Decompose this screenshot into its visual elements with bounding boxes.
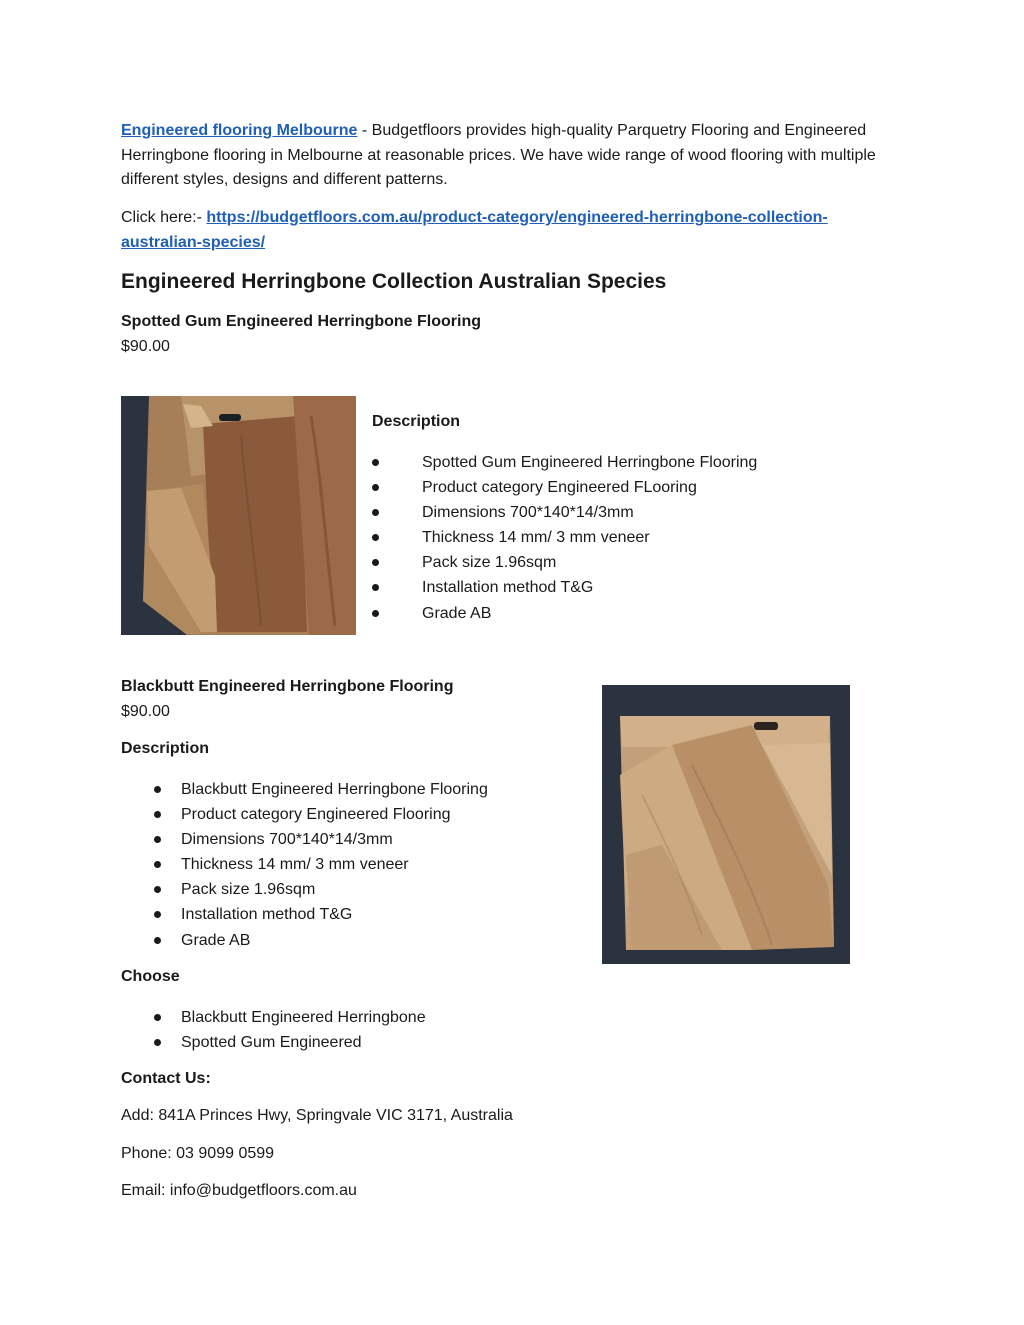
bullet-icon xyxy=(372,484,379,491)
bullet-icon xyxy=(154,937,161,944)
contact-phone: Phone: 03 9099 0599 xyxy=(121,1145,275,1162)
list-item: Dimensions 700*140*14/3mm xyxy=(372,500,892,525)
click-here-paragraph xyxy=(121,206,911,255)
list-item: Blackbutt Engineered Herringbone Flooring xyxy=(121,777,561,802)
bullet-icon xyxy=(154,811,161,818)
intro-text: - Budgetfloors provides high-quality Parquetry Flooring and Engineered Herringbone flooring in Melbourne at reasonable prices. We have wide range of wood flooring with multiple different styles, designs and different patterns. xyxy=(121,122,876,188)
click-here-label: Click here:- xyxy=(121,209,207,226)
bullet-icon xyxy=(372,584,379,591)
spotted-gum-flooring-image xyxy=(121,396,356,635)
bullet-icon xyxy=(372,559,379,566)
list-item: Thickness 14 mm/ 3 mm veneer xyxy=(121,852,561,877)
product1-spec-list xyxy=(372,450,892,626)
bullet-icon xyxy=(154,861,161,868)
contact-address: Add: 841A Princes Hwy, Springvale VIC 3171, Australia xyxy=(121,1107,513,1124)
bullet-icon xyxy=(372,459,379,466)
list-item: Installation method T&G xyxy=(372,575,892,600)
product2-description-label: Description xyxy=(121,740,210,757)
product2-spec-list xyxy=(121,777,561,953)
list-item: Product category Engineered FLooring xyxy=(372,475,892,500)
collection-url-line1: https://budgetfloors.com.au/product-category/engineered-herringbone-collection- xyxy=(206,209,828,226)
product2-title: Blackbutt Engineered Herringbone Flooring xyxy=(121,678,454,695)
product1-description-label: Description xyxy=(372,413,461,430)
list-item: Blackbutt Engineered Herringbone xyxy=(121,1005,561,1030)
product1-title: Spotted Gum Engineered Herringbone Flooring xyxy=(121,313,482,330)
product2-price: $90.00 xyxy=(121,703,170,720)
page-heading: Engineered Herringbone Collection Australian Species xyxy=(121,270,667,293)
bullet-icon xyxy=(372,534,379,541)
bullet-icon xyxy=(154,836,161,843)
list-item: Spotted Gum Engineered Herringbone Flooring xyxy=(372,450,892,475)
bullet-icon xyxy=(154,1039,161,1046)
bullet-icon xyxy=(154,886,161,893)
bullet-icon xyxy=(372,509,379,516)
collection-url-link[interactable] xyxy=(121,209,828,251)
bullet-icon xyxy=(154,911,161,918)
list-item: Dimensions 700*140*14/3mm xyxy=(121,827,561,852)
collection-url-line2: australian-species/ xyxy=(121,233,266,251)
list-item: Grade AB xyxy=(121,928,561,953)
bullet-icon xyxy=(372,610,379,617)
list-item: Installation method T&G xyxy=(121,902,561,927)
list-item: Thickness 14 mm/ 3 mm veneer xyxy=(372,525,892,550)
choose-label: Choose xyxy=(121,968,180,985)
product1-price: $90.00 xyxy=(121,338,170,355)
choose-list xyxy=(121,1005,561,1055)
list-item: Grade AB xyxy=(372,601,892,626)
list-item: Pack size 1.96sqm xyxy=(372,550,892,575)
bullet-icon xyxy=(154,786,161,793)
intro-paragraph xyxy=(121,119,911,193)
bullet-icon xyxy=(154,1014,161,1021)
list-item: Pack size 1.96sqm xyxy=(121,877,561,902)
list-item: Spotted Gum Engineered xyxy=(121,1030,561,1055)
list-item: Product category Engineered Flooring xyxy=(121,802,561,827)
engineered-flooring-link[interactable]: Engineered flooring Melbourne xyxy=(121,122,358,139)
contact-email: Email: info@budgetfloors.com.au xyxy=(121,1182,357,1199)
contact-label: Contact Us: xyxy=(121,1070,211,1087)
blackbutt-flooring-image xyxy=(602,685,850,964)
